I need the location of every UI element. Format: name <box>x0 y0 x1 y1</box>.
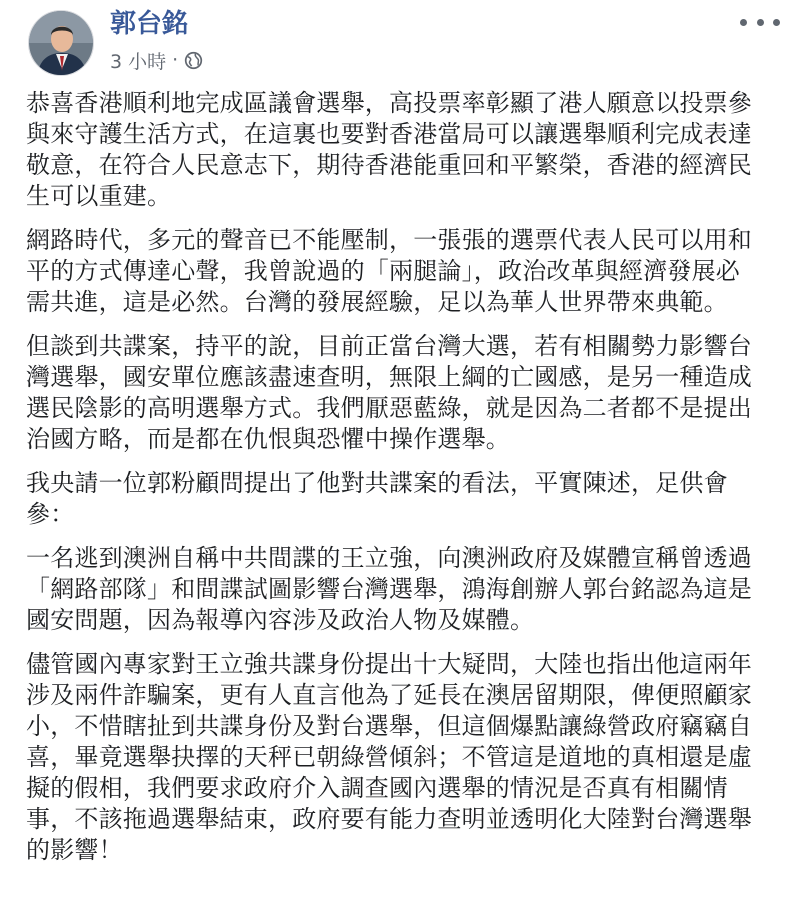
text-line: 生可以重建。 <box>26 182 172 210</box>
more-dot <box>740 19 747 26</box>
post-paragraph-1 <box>26 88 778 212</box>
post-paragraph-6 <box>26 649 778 866</box>
text-line: 與來守護生活方式，在這裏也要對香港當局可以讓選舉順利完成表達 <box>26 120 752 148</box>
text-line: 擬的假相，我們要求政府介入調查國內選舉的情況是否真有相關情 <box>26 774 728 802</box>
post-paragraph-2 <box>26 225 778 318</box>
text-line: 涉及兩件詐騙案，更有人直言他為了延長在澳居留期限，俾便照顧家 <box>26 681 752 709</box>
post-meta <box>110 47 203 73</box>
author-avatar[interactable] <box>28 10 94 76</box>
meta-separator: · <box>172 49 179 71</box>
more-dot <box>773 19 780 26</box>
text-line: 小，不惜瞎扯到共諜身份及對台選舉，但這個爆點讓綠營政府竊竊自 <box>26 712 752 740</box>
text-line: 敬意，在符合人民意志下，期待香港能重回和平繁榮，香港的經濟民 <box>26 151 752 179</box>
text-line: 事，不該拖過選舉結束，政府要有能力查明並透明化大陸對台灣選舉 <box>26 805 752 833</box>
more-options-icon[interactable] <box>740 10 780 34</box>
text-line: 國安問題，因為報導內容涉及政治人物及媒體。 <box>26 606 535 634</box>
post-body <box>26 88 778 879</box>
post-header <box>0 0 800 86</box>
text-line: 喜，畢竟選舉抉擇的天秤已朝綠營傾斜；不管這是道地的真相還是虛 <box>26 743 752 771</box>
text-line: 恭喜香港順利地完成區議會選舉，高投票率彰顯了港人願意以投票參 <box>26 89 752 117</box>
text-line: 選民陰影的高明選舉方式。我們厭惡藍綠，就是因為二者都不是提出 <box>26 394 752 422</box>
text-line: 但談到共諜案，持平的說，目前正當台灣大選，若有相關勢力影響台 <box>26 332 752 360</box>
author-name[interactable]: 郭台銘 <box>110 9 189 39</box>
text-line: 的影響！ <box>26 836 123 864</box>
post-paragraph-4 <box>26 468 778 530</box>
post-timestamp[interactable]: 3 小時 <box>110 50 167 73</box>
post-paragraph-3 <box>26 331 778 455</box>
more-dot <box>757 19 764 26</box>
text-line: 平的方式傳達心聲，我曾說過的「兩腿論」，政治改革與經濟發展必 <box>26 257 740 285</box>
post-paragraph-5 <box>26 543 778 636</box>
text-line: 一名逃到澳洲自稱中共間諜的王立強，向澳洲政府及媒體宣稱曾透過 <box>26 544 752 572</box>
avatar-portrait <box>29 11 94 76</box>
text-line: 需共進，這是必然。台灣的發展經驗，足以為華人世界帶來典範。 <box>26 288 728 316</box>
text-line: 網路時代，多元的聲音已不能壓制，一張張的選票代表人民可以用和 <box>26 226 752 254</box>
text-line: 參： <box>26 500 75 528</box>
text-line: 儘管國內專家對王立強共諜身份提出十大疑問，大陸也指出他這兩年 <box>26 650 752 678</box>
globe-icon[interactable] <box>184 51 203 70</box>
text-line: 治國方略，而是都在仇恨與恐懼中操作選舉。 <box>26 425 510 453</box>
text-line: 灣選舉，國安單位應該盡速查明，無限上綱的亡國感，是另一種造成 <box>26 363 752 391</box>
text-line: 「網路部隊」和間諜試圖影響台灣選舉，鴻海創辦人郭台銘認為這是 <box>26 575 752 603</box>
text-line: 我央請一位郭粉顧問提出了他對共諜案的看法，平實陳述，足供會 <box>26 469 728 497</box>
